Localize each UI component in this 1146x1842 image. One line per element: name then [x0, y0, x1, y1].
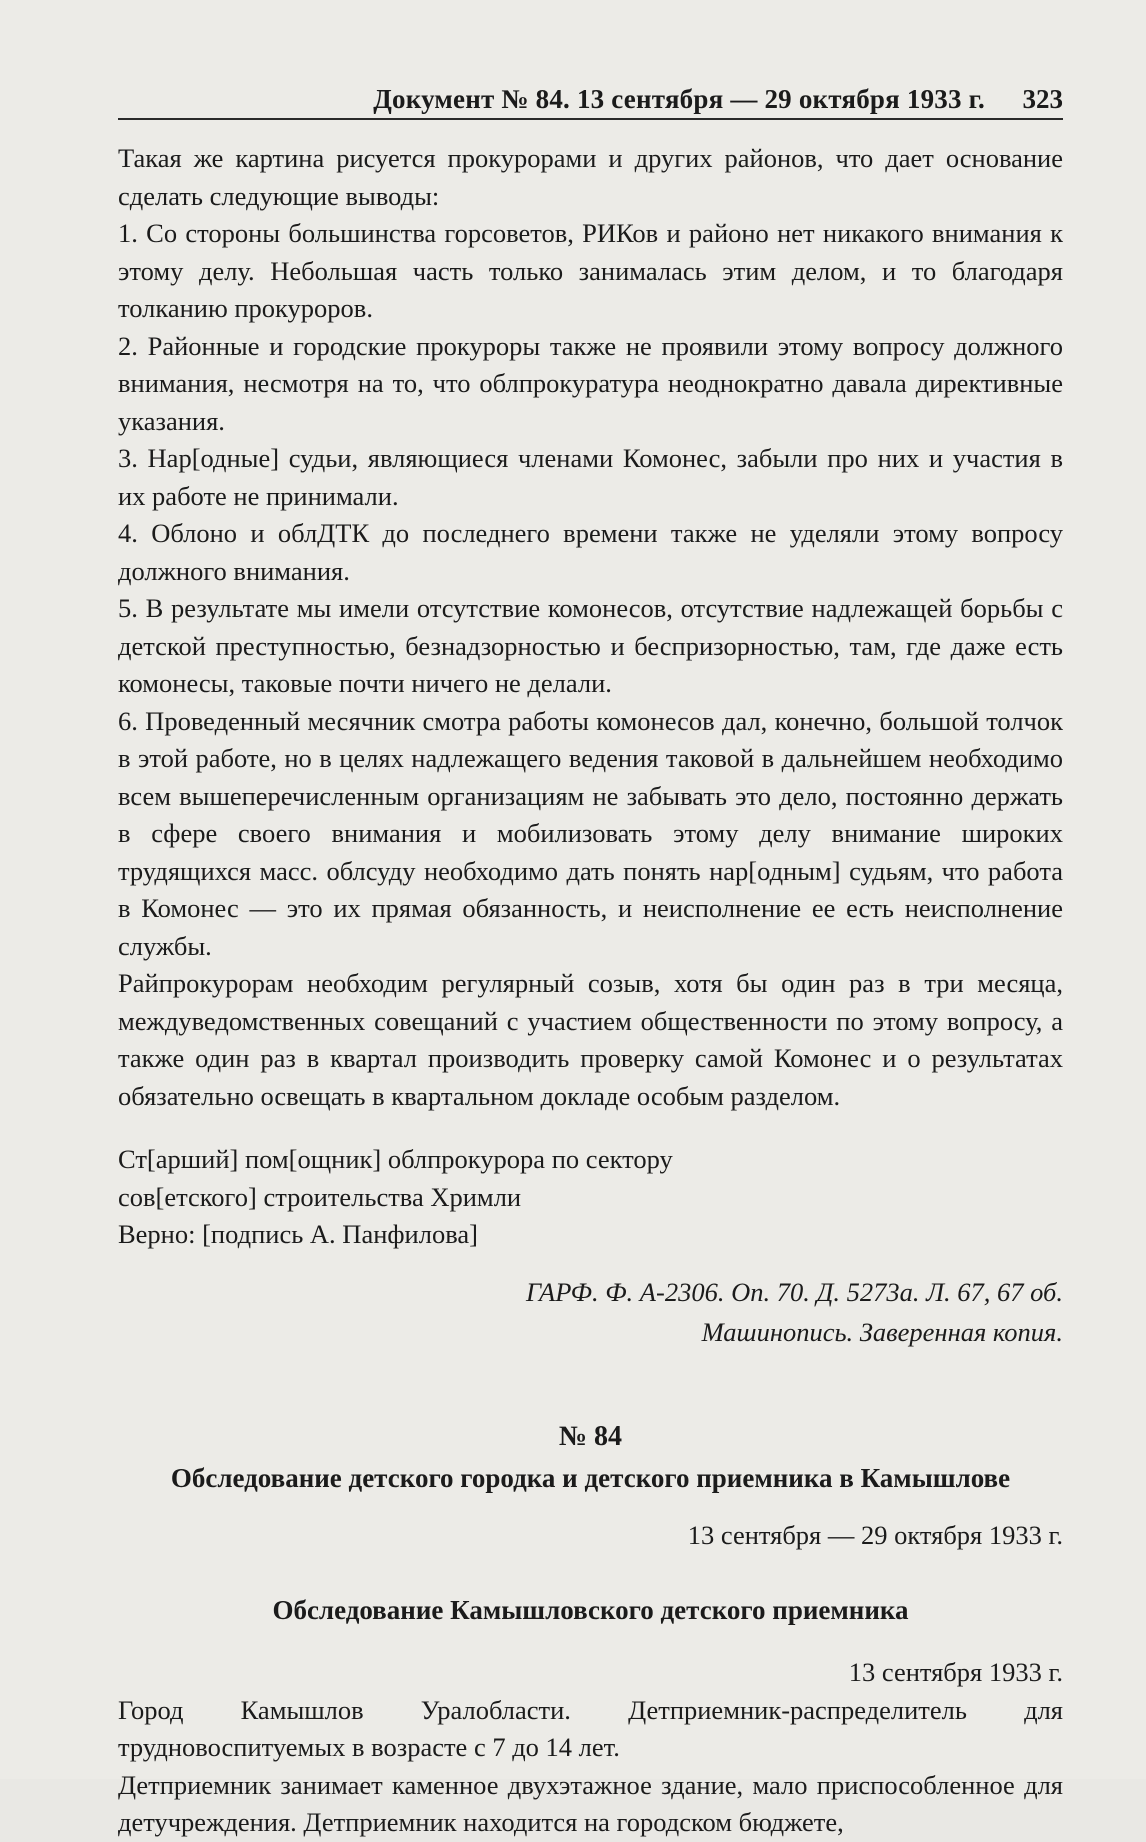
signature-line-3: Верно: [подпись А. Панфилова]: [118, 1219, 478, 1249]
archive-reference: ГАРФ. Ф. А-2306. Оп. 70. Д. 5273а. Л. 67, 67 об.: [525, 1276, 1063, 1307]
paragraph-conclusion-2: 2. Районные и городские прокуроры также не проявили этому вопросу должного внимания, несмотря на то, что облпрокуратура неоднократно давала директивные указания.: [118, 330, 1063, 436]
document-date-range: 13 сентября — 29 октября 1933 г.: [687, 1519, 1063, 1550]
page-number: 323: [1022, 84, 1063, 114]
paragraph-location: Город Камышлов Уралобласти. Детприемник-распределитель для трудновоспитуемых в возрасте с 7 до 14 лет.: [118, 1694, 1063, 1762]
paragraph-conclusion-6: 6. Проведенный месячник смотра работы комонесов дал, конечно, большой толчок в этой работе, но в целях надлежащего ведения таковой в дальнейшем необходимо всем вышеперечисленным организациям не забывать это дело, постоянно держать в сфере своего внимания и мобилизовать этому делу внимание широких трудящихся масс. облсуду необходимо дать понять нар[одным] судьям, что работа в Комонес — это их прямая обязанность, и неисполнение ее есть неисполнение службы.: [118, 705, 1063, 961]
running-header: [118, 82, 1063, 120]
paragraph-conclusion-3: 3. Нар[одные] судьи, являющиеся членами Комонес, забыли про них и участия в их работе не принимали.: [118, 443, 1063, 511]
archive-note: Машинопись. Заверенная копия.: [701, 1316, 1063, 1347]
signature-block: [118, 1141, 1063, 1254]
paragraph-conclusion-4: 4. Облоно и облДТК до последнего времени также не уделяли этому вопросу должного внимания.: [118, 518, 1063, 586]
paragraph-conclusion-1: 1. Со стороны большинства горсоветов, РИКов и районо нет никакого внимания к этому делу. Небольшая часть только занималась этим делом, и то благодаря толканию прокуроров.: [118, 218, 1063, 323]
signature-line-1: Ст[арший] пом[ощник] облпрокурора по сектору: [118, 1144, 673, 1174]
document-title: Обследование детского городка и детского приемника в Камышлове: [170, 1462, 1011, 1493]
paragraph-recommendation: Райпрокурорам необходим регулярный созыв, хотя бы один раз в три месяца, междуведомственных совещаний с участием общественности по этому вопросу, а также один раз в квартал производить проверку самой Комонес и о результатах обязательно освещать в квартальном докладе особым разделом.: [118, 968, 1063, 1111]
paragraph-intro: Такая же картина рисуется прокурорами и других районов, что дает основание сделать следующие выводы:: [118, 143, 1063, 211]
document-number: № 84: [558, 1420, 623, 1452]
paragraph-building: Детприемник занимает каменное двухэтажное здание, мало приспособленное для детучреждения. Детприемник находится на городском бюджете,: [118, 1769, 1063, 1837]
document-subtitle-date: 13 сентября 1933 г.: [848, 1656, 1063, 1687]
running-header-title: Документ № 84. 13 сентября — 29 октября 1933 г.: [373, 84, 985, 114]
paragraph-conclusion-5: 5. В результате мы имели отсутствие комонесов, отсутствие надлежащей борьбы с детской преступностью, безнадзорностью и беспризорностью, там, где даже есть комонесы, таковые почти ничего не делали.: [118, 593, 1063, 698]
document-subtitle: Обследование Камышловского детского приемника: [272, 1594, 909, 1625]
page-body: [118, 140, 1063, 1842]
signature-line-2: сов[етского] строительства Хримли: [118, 1181, 522, 1212]
archive-reference-block: [118, 1272, 1063, 1352]
